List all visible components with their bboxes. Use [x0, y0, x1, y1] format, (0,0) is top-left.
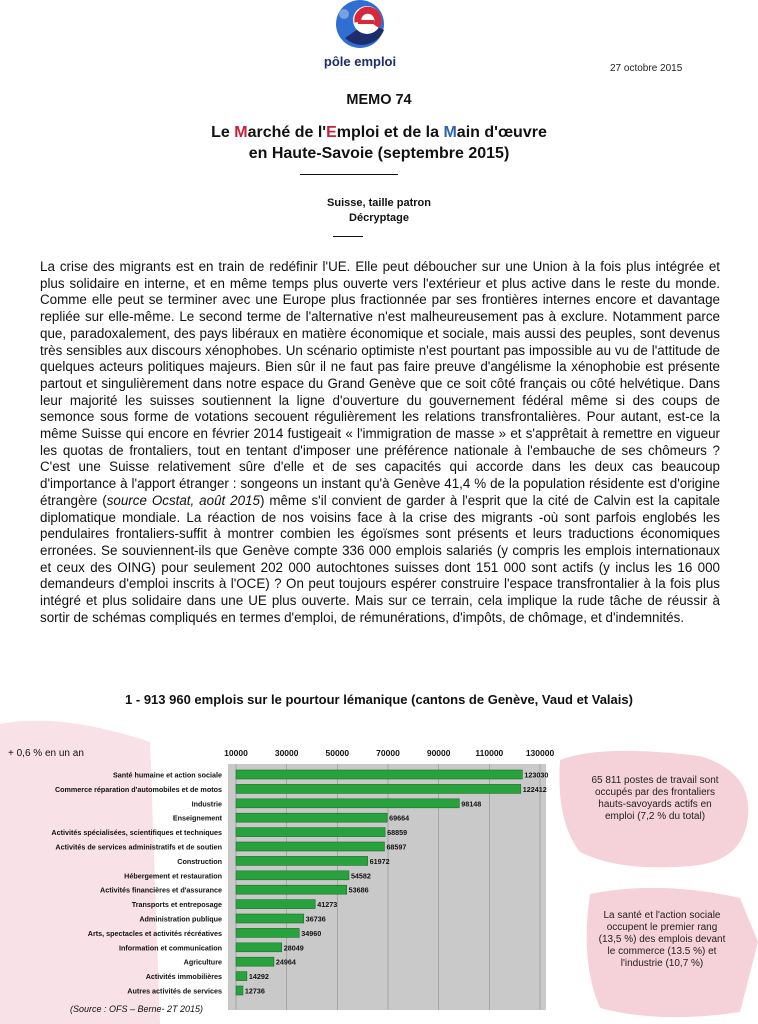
bar [236, 842, 384, 851]
category-label: Construction [177, 856, 222, 866]
bar [236, 900, 315, 909]
bar [236, 928, 299, 937]
x-tick-label: 90000 [426, 748, 451, 758]
memo-number: MEMO 74 [346, 92, 412, 108]
document-title-line2: en Haute-Savoie (septembre 2015) [248, 145, 510, 162]
value-label: 41273 [317, 900, 338, 910]
value-label: 28049 [283, 943, 304, 953]
frontaliers-note: 65 811 postes de travail sont occupés par des frontaliers hauts-savoyards actifs en emploi (7,2 % du total) [591, 775, 719, 822]
brand-name: pôle emploi [323, 54, 397, 69]
title-initial-m: M [234, 124, 248, 141]
inline-source: source Ocstat, août 2015 [106, 492, 260, 508]
x-tick-label: 70000 [376, 748, 400, 758]
category-label: Agriculture [183, 957, 222, 967]
title-divider [300, 174, 398, 175]
value-label: 36736 [305, 914, 326, 924]
value-label: 54582 [350, 871, 371, 881]
title-part: ain d'œuvre [456, 124, 547, 141]
category-label: Activités spécialisées, scientifiques et techniques [51, 828, 222, 838]
ranking-note: La santé et l'action sociale occupent le premier rang (13,5 %) des emplois devant le commerce (13.5 %) et l'industrie (10,7 %) [598, 910, 726, 969]
body-text-continued: ) même s'il convient de garder à l'esprit que la cité de Calvin est la capitale diplomatique mondiale. La réaction de nos voisins face à la crise des migrants -où sont parfois englobés les pendulaires frontaliers-suffit à montrer combien les égoïsmes sont présents et leurs traductions économiques erronées. Se souviennent-ils que Genève compte 336 000 emplois salariés (y compris les emplois internationaux et ceux des OING) pour seulement 202 000 autochtones suisses dont 151 000 sont actifs (y inclus les 16 000 demandeurs d'emploi inscrits à l'OCE) ? On peut toujours espérer construire l'espace transfrontalier à la fois plus intégré et plus solidaire dans une UE plus ouverte. Mais sur ce terrain, cela implique la rude tâche de réussir à sortir de schémas compliqués en termes d'emploi, de rémunérations, d'impôts, de chômage, et d'indemnités. [40, 492, 721, 625]
category-label: Administration publique [139, 914, 222, 924]
title-initial-m2: M [443, 124, 457, 141]
x-tick-label: 50000 [325, 748, 350, 758]
subtitle-divider [333, 236, 363, 237]
bar [236, 828, 385, 837]
bar [236, 986, 243, 995]
memo-date: 27 octobre 2015 [610, 63, 683, 74]
body-paragraph [40, 259, 720, 626]
category-label: Hébergement et restauration [124, 871, 222, 881]
chart-source: (Source : OFS – Berne- 2T 2015) [70, 1004, 204, 1014]
category-label: Autres activités de services [127, 986, 222, 996]
value-label: 98148 [461, 799, 482, 809]
value-label: 68597 [386, 842, 407, 852]
value-label: 61972 [369, 856, 390, 866]
bar [236, 784, 521, 793]
category-label: Santé humaine et action sociale [112, 770, 222, 780]
title-part: mploi et de la [336, 124, 444, 141]
title-part: Le [211, 124, 235, 141]
value-label: 53686 [348, 885, 369, 895]
value-label: 123030 [524, 770, 549, 780]
chart-title: 1 - 913 960 emplois sur le pourtour lémanique (cantons de Genève, Vaud et Valais) [125, 692, 633, 707]
bar [236, 914, 304, 923]
growth-note: + 0,6 % en un an [8, 748, 84, 759]
category-label: Activités de services administratifs et de soutien [55, 842, 222, 852]
value-label: 24964 [275, 957, 296, 967]
bar [236, 943, 282, 952]
category-label: Arts, spectacles et activités récréatives [87, 928, 222, 938]
bar [236, 799, 459, 808]
bar [236, 856, 368, 865]
bar [236, 813, 387, 822]
bar [236, 770, 522, 779]
category-label: Enseignement [172, 813, 222, 823]
category-label: Industrie [191, 799, 222, 809]
category-label: Activités financières et d'assurance [100, 885, 222, 895]
document-title-line1 [0, 124, 758, 142]
bar [236, 957, 274, 966]
bar [236, 871, 349, 880]
x-tick-label: 10000 [224, 748, 248, 758]
value-label: 69664 [389, 813, 410, 823]
employment-bar-chart [0, 712, 758, 1024]
value-label: 34960 [301, 928, 322, 938]
category-label: Commerce réparation d'automobiles et de motos [54, 784, 222, 794]
category-label: Information et communication [118, 943, 222, 953]
body-text: La crise des migrants est en train de redéfinir l'UE. Elle peut déboucher sur une Union à la fois plus intégrée et plus solidaire en interne, et en même temps plus ouverte vers l'extérieur et plus active dans le reste du monde. Comme elle peut se terminer avec une Europe plus fractionnée par ses frontières internes encore et davantage repliée sur elle-même. Le second terme de l'alternative n'est malheureusement pas à exclure. Notamment parce que, paradoxalement, des pays libéraux en matière économique et sociale, mais aussi des peuples, sont devenus très sensibles aux discours xénophobes. Un scénario optimiste n'est pourtant pas impossible au vu de l'attitude de quelques acteurs politiques majeurs. Bien sûr il ne faut pas faire preuve d'angélisme la xénophobie est présente partout et singulièrement dans notre espace du Grand Genève que ce soit côté français ou côté helvétique. Dans leur majorité les suisses soutiennent la ligne d'ouverture du gouvernement fédéral même si des coups de semonce sous forme de votations secouent régulièrement les relations transfrontalières. Pour autant, est-ce la même Suisse qui encore en février 2014 fustigeait « l'immigration de masse » et s'apprêtait à remettre en vigueur les quotas de frontaliers, tout en tentant d'imposer une préférence nationale à l'embauche de ses chômeurs ? C'est une Suisse relativement sûre d'elle et de ses capacités qui accorde dans les deux cas beaucoup d'importance à l'apport étranger : songeons un instant qu'à Genève 41,4 % de la population résidente est d'origine étrangère ( [40, 259, 720, 508]
bar [236, 972, 247, 981]
chart-x-ticks [224, 748, 554, 758]
x-tick-label: 30000 [274, 748, 299, 758]
bar [236, 885, 347, 894]
x-tick-label: 130000 [525, 748, 555, 758]
subtitle-decryptage: Décryptage [349, 212, 409, 224]
x-tick-label: 110000 [475, 748, 504, 758]
category-label: Activités immobilières [145, 972, 222, 982]
value-label: 12736 [244, 986, 265, 996]
title-part: arché de l' [247, 124, 327, 141]
title-initial-e: E [326, 124, 337, 141]
value-label: 122412 [522, 784, 547, 794]
subtitle: Suisse, taille patron [327, 197, 431, 209]
value-label: 14292 [248, 972, 269, 982]
category-label: Transports et entreposage [131, 900, 222, 910]
value-label: 68859 [387, 828, 408, 838]
